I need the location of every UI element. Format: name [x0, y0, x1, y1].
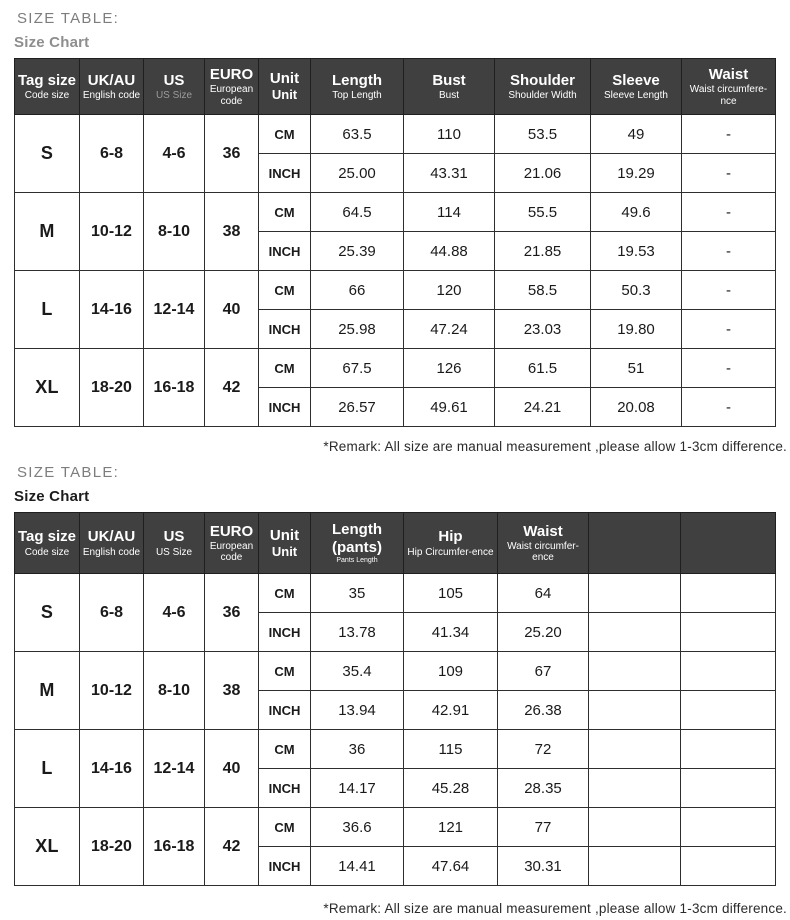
unit-cell: CM	[259, 730, 311, 769]
value-cell: 21.85	[495, 232, 591, 271]
column-header-euro	[205, 513, 259, 574]
value-cell: 19.53	[591, 232, 682, 271]
column-sublabel: Waist circumfere-nce	[689, 84, 768, 107]
value-cell	[589, 574, 681, 613]
value-cell: 25.00	[311, 154, 404, 193]
size-cell: S	[15, 574, 80, 652]
value-cell: 43.31	[404, 154, 495, 193]
value-cell: 44.88	[404, 232, 495, 271]
value-cell: 109	[404, 652, 498, 691]
value-cell: 49	[591, 115, 682, 154]
column-header-waist	[498, 513, 589, 574]
value-cell: -	[682, 154, 776, 193]
unit-cell: CM	[259, 574, 311, 613]
value-cell: 121	[404, 808, 498, 847]
value-cell: 47.64	[404, 847, 498, 886]
pants-size-table	[14, 512, 776, 886]
ukau-cell: 10-12	[80, 193, 144, 271]
value-cell	[681, 847, 776, 886]
us-cell: 12-14	[144, 271, 205, 349]
value-cell: 35.4	[311, 652, 404, 691]
value-cell: 25.39	[311, 232, 404, 271]
column-label: Length (pants)	[332, 521, 382, 556]
value-cell: 13.94	[311, 691, 404, 730]
euro-cell: 42	[205, 808, 259, 886]
us-cell: 16-18	[144, 349, 205, 427]
column-label: Tag size	[17, 71, 77, 89]
us-cell: 16-18	[144, 808, 205, 886]
value-cell: 64	[498, 574, 589, 613]
column-sublabel: Code size	[24, 546, 70, 558]
value-cell	[589, 808, 681, 847]
value-cell: 67	[498, 652, 589, 691]
euro-cell: 40	[205, 730, 259, 808]
column-header-uk-au	[80, 513, 144, 574]
euro-cell: 38	[205, 652, 259, 730]
value-cell	[589, 847, 681, 886]
pants-section	[0, 464, 790, 916]
table-row	[15, 652, 776, 691]
table-row	[15, 349, 776, 388]
column-header-length	[311, 59, 404, 115]
value-cell	[589, 613, 681, 652]
value-cell: 26.38	[498, 691, 589, 730]
column-header-length-pants	[311, 513, 404, 574]
tops-section	[0, 10, 790, 454]
column-label: Tag size	[17, 528, 77, 546]
value-cell	[681, 652, 776, 691]
remark-text: *Remark: All size are manual measurement ,please allow 1-3cm difference.	[323, 901, 787, 916]
us-cell: 4-6	[144, 115, 205, 193]
value-cell: 14.41	[311, 847, 404, 886]
value-cell: 13.78	[311, 613, 404, 652]
column-sublabel: European code	[209, 540, 254, 564]
column-label: US	[163, 528, 185, 546]
value-cell	[681, 808, 776, 847]
unit-cell: CM	[259, 808, 311, 847]
value-cell: 110	[404, 115, 495, 154]
column-sublabel: US Size	[155, 546, 193, 558]
value-cell: 66	[311, 271, 404, 310]
ukau-cell: 18-20	[80, 808, 144, 886]
column-header-waist	[682, 59, 776, 115]
us-cell: 12-14	[144, 730, 205, 808]
column-header-shoulder	[495, 59, 591, 115]
column-sublabel: English code	[82, 546, 141, 558]
value-cell: 115	[404, 730, 498, 769]
section-title: SIZE TABLE:	[17, 10, 120, 27]
column-header-unit	[259, 59, 311, 115]
column-label: EURO	[209, 66, 254, 84]
size-cell: L	[15, 271, 80, 349]
column-header-tag-size	[15, 513, 80, 574]
value-cell: -	[682, 349, 776, 388]
value-cell: -	[682, 310, 776, 349]
unit-cell: INCH	[259, 691, 311, 730]
value-cell: 51	[591, 349, 682, 388]
value-cell: 126	[404, 349, 495, 388]
value-cell: 120	[404, 271, 495, 310]
header-row	[15, 59, 776, 115]
value-cell: -	[682, 271, 776, 310]
column-label: Shoulder	[509, 71, 575, 89]
value-cell: 36	[311, 730, 404, 769]
ukau-cell: 6-8	[80, 574, 144, 652]
column-sublabel: Bust	[438, 90, 459, 102]
euro-cell: 38	[205, 193, 259, 271]
value-cell: 47.24	[404, 310, 495, 349]
value-cell: 30.31	[498, 847, 589, 886]
value-cell	[589, 769, 681, 808]
value-cell: 49.6	[591, 193, 682, 232]
table-row	[15, 808, 776, 847]
value-cell: 49.61	[404, 388, 495, 427]
column-label: Sleeve	[612, 71, 660, 89]
column-sublabel: Shoulder Width	[508, 90, 577, 102]
column-header-unit	[259, 513, 311, 574]
unit-cell: CM	[259, 349, 311, 388]
value-cell: 58.5	[495, 271, 591, 310]
column-label: Unit	[269, 70, 300, 88]
value-cell: 67.5	[311, 349, 404, 388]
ukau-cell: 14-16	[80, 730, 144, 808]
ukau-cell: 14-16	[80, 271, 144, 349]
value-cell	[681, 769, 776, 808]
value-cell: 25.20	[498, 613, 589, 652]
value-cell: 19.80	[591, 310, 682, 349]
column-label: Waist	[523, 522, 563, 540]
table-row	[15, 730, 776, 769]
column-label: US	[163, 71, 185, 89]
value-cell: 105	[404, 574, 498, 613]
unit-cell: CM	[259, 115, 311, 154]
value-cell: 77	[498, 808, 589, 847]
column-sublabel: Hip Circumfer-ence	[407, 546, 494, 558]
value-cell: 14.17	[311, 769, 404, 808]
value-cell	[681, 730, 776, 769]
euro-cell: 42	[205, 349, 259, 427]
value-cell: 63.5	[311, 115, 404, 154]
value-cell: 53.5	[495, 115, 591, 154]
column-sublabel: Pants Length	[336, 556, 378, 564]
value-cell: 36.6	[311, 808, 404, 847]
us-cell: 8-10	[144, 193, 205, 271]
table-row	[15, 574, 776, 613]
value-cell	[681, 691, 776, 730]
column-label: Hip	[438, 528, 463, 546]
value-cell	[589, 730, 681, 769]
value-cell: -	[682, 115, 776, 154]
ukau-cell: 6-8	[80, 115, 144, 193]
euro-cell: 36	[205, 115, 259, 193]
value-cell: 20.08	[591, 388, 682, 427]
column-sublabel: English code	[82, 90, 141, 102]
column-header-tag-size	[15, 59, 80, 115]
ukau-cell: 18-20	[80, 349, 144, 427]
value-cell: 61.5	[495, 349, 591, 388]
value-cell: 50.3	[591, 271, 682, 310]
size-cell: XL	[15, 349, 80, 427]
size-cell: XL	[15, 808, 80, 886]
table-row	[15, 115, 776, 154]
column-sublabel: Unit	[271, 543, 298, 559]
value-cell: 21.06	[495, 154, 591, 193]
value-cell: 28.35	[498, 769, 589, 808]
value-cell: 114	[404, 193, 495, 232]
value-cell: 42.91	[404, 691, 498, 730]
unit-cell: INCH	[259, 847, 311, 886]
us-cell: 8-10	[144, 652, 205, 730]
value-cell: -	[682, 232, 776, 271]
column-sublabel: Sleeve Length	[604, 90, 668, 102]
unit-cell: INCH	[259, 388, 311, 427]
euro-cell: 36	[205, 574, 259, 652]
column-header-us	[144, 513, 205, 574]
value-cell: -	[682, 193, 776, 232]
column-label: EURO	[209, 522, 254, 540]
column-label: Length	[332, 71, 382, 89]
column-sublabel: Code size	[24, 90, 70, 102]
column-label: Bust	[432, 71, 466, 89]
size-cell: M	[15, 652, 80, 730]
column-label: Waist	[708, 66, 749, 84]
unit-cell: CM	[259, 652, 311, 691]
size-chart-subtitle: Size Chart	[14, 488, 90, 505]
column-header-empty	[589, 513, 681, 574]
value-cell	[681, 574, 776, 613]
value-cell: 55.5	[495, 193, 591, 232]
section-title: SIZE TABLE:	[17, 464, 120, 481]
value-cell: 72	[498, 730, 589, 769]
value-cell: 24.21	[495, 388, 591, 427]
unit-cell: CM	[259, 193, 311, 232]
value-cell	[589, 652, 681, 691]
value-cell: 19.29	[591, 154, 682, 193]
value-cell: -	[682, 388, 776, 427]
euro-cell: 40	[205, 271, 259, 349]
ukau-cell: 10-12	[80, 652, 144, 730]
value-cell: 26.57	[311, 388, 404, 427]
remark-text: *Remark: All size are manual measurement ,please allow 1-3cm difference.	[323, 439, 787, 454]
column-sublabel: Unit	[271, 87, 298, 103]
column-header-empty	[681, 513, 776, 574]
column-header-sleeve	[591, 59, 682, 115]
value-cell	[589, 691, 681, 730]
column-sublabel: Waist circumfer-ence	[507, 540, 579, 564]
column-sublabel: European code	[209, 84, 254, 107]
unit-cell: INCH	[259, 154, 311, 193]
header-row	[15, 513, 776, 574]
column-label: UK/AU	[87, 71, 136, 89]
value-cell: 25.98	[311, 310, 404, 349]
value-cell: 35	[311, 574, 404, 613]
table-row	[15, 193, 776, 232]
value-cell: 41.34	[404, 613, 498, 652]
column-header-uk-au	[80, 59, 144, 115]
table-row	[15, 271, 776, 310]
value-cell: 64.5	[311, 193, 404, 232]
unit-cell: INCH	[259, 613, 311, 652]
us-cell: 4-6	[144, 574, 205, 652]
size-cell: S	[15, 115, 80, 193]
unit-cell: INCH	[259, 232, 311, 271]
unit-cell: INCH	[259, 769, 311, 808]
size-chart-subtitle: Size Chart	[14, 34, 90, 51]
column-sublabel: Top Length	[332, 90, 382, 102]
column-label: Unit	[269, 526, 300, 544]
value-cell: 23.03	[495, 310, 591, 349]
size-cell: M	[15, 193, 80, 271]
column-header-bust	[404, 59, 495, 115]
unit-cell: INCH	[259, 310, 311, 349]
tops-size-table	[14, 58, 776, 427]
value-cell: 45.28	[404, 769, 498, 808]
size-cell: L	[15, 730, 80, 808]
unit-cell: CM	[259, 271, 311, 310]
column-label: UK/AU	[87, 528, 136, 546]
value-cell	[681, 613, 776, 652]
column-sublabel: US Size	[155, 90, 193, 102]
column-header-euro	[205, 59, 259, 115]
column-header-hip	[404, 513, 498, 574]
column-header-us	[144, 59, 205, 115]
